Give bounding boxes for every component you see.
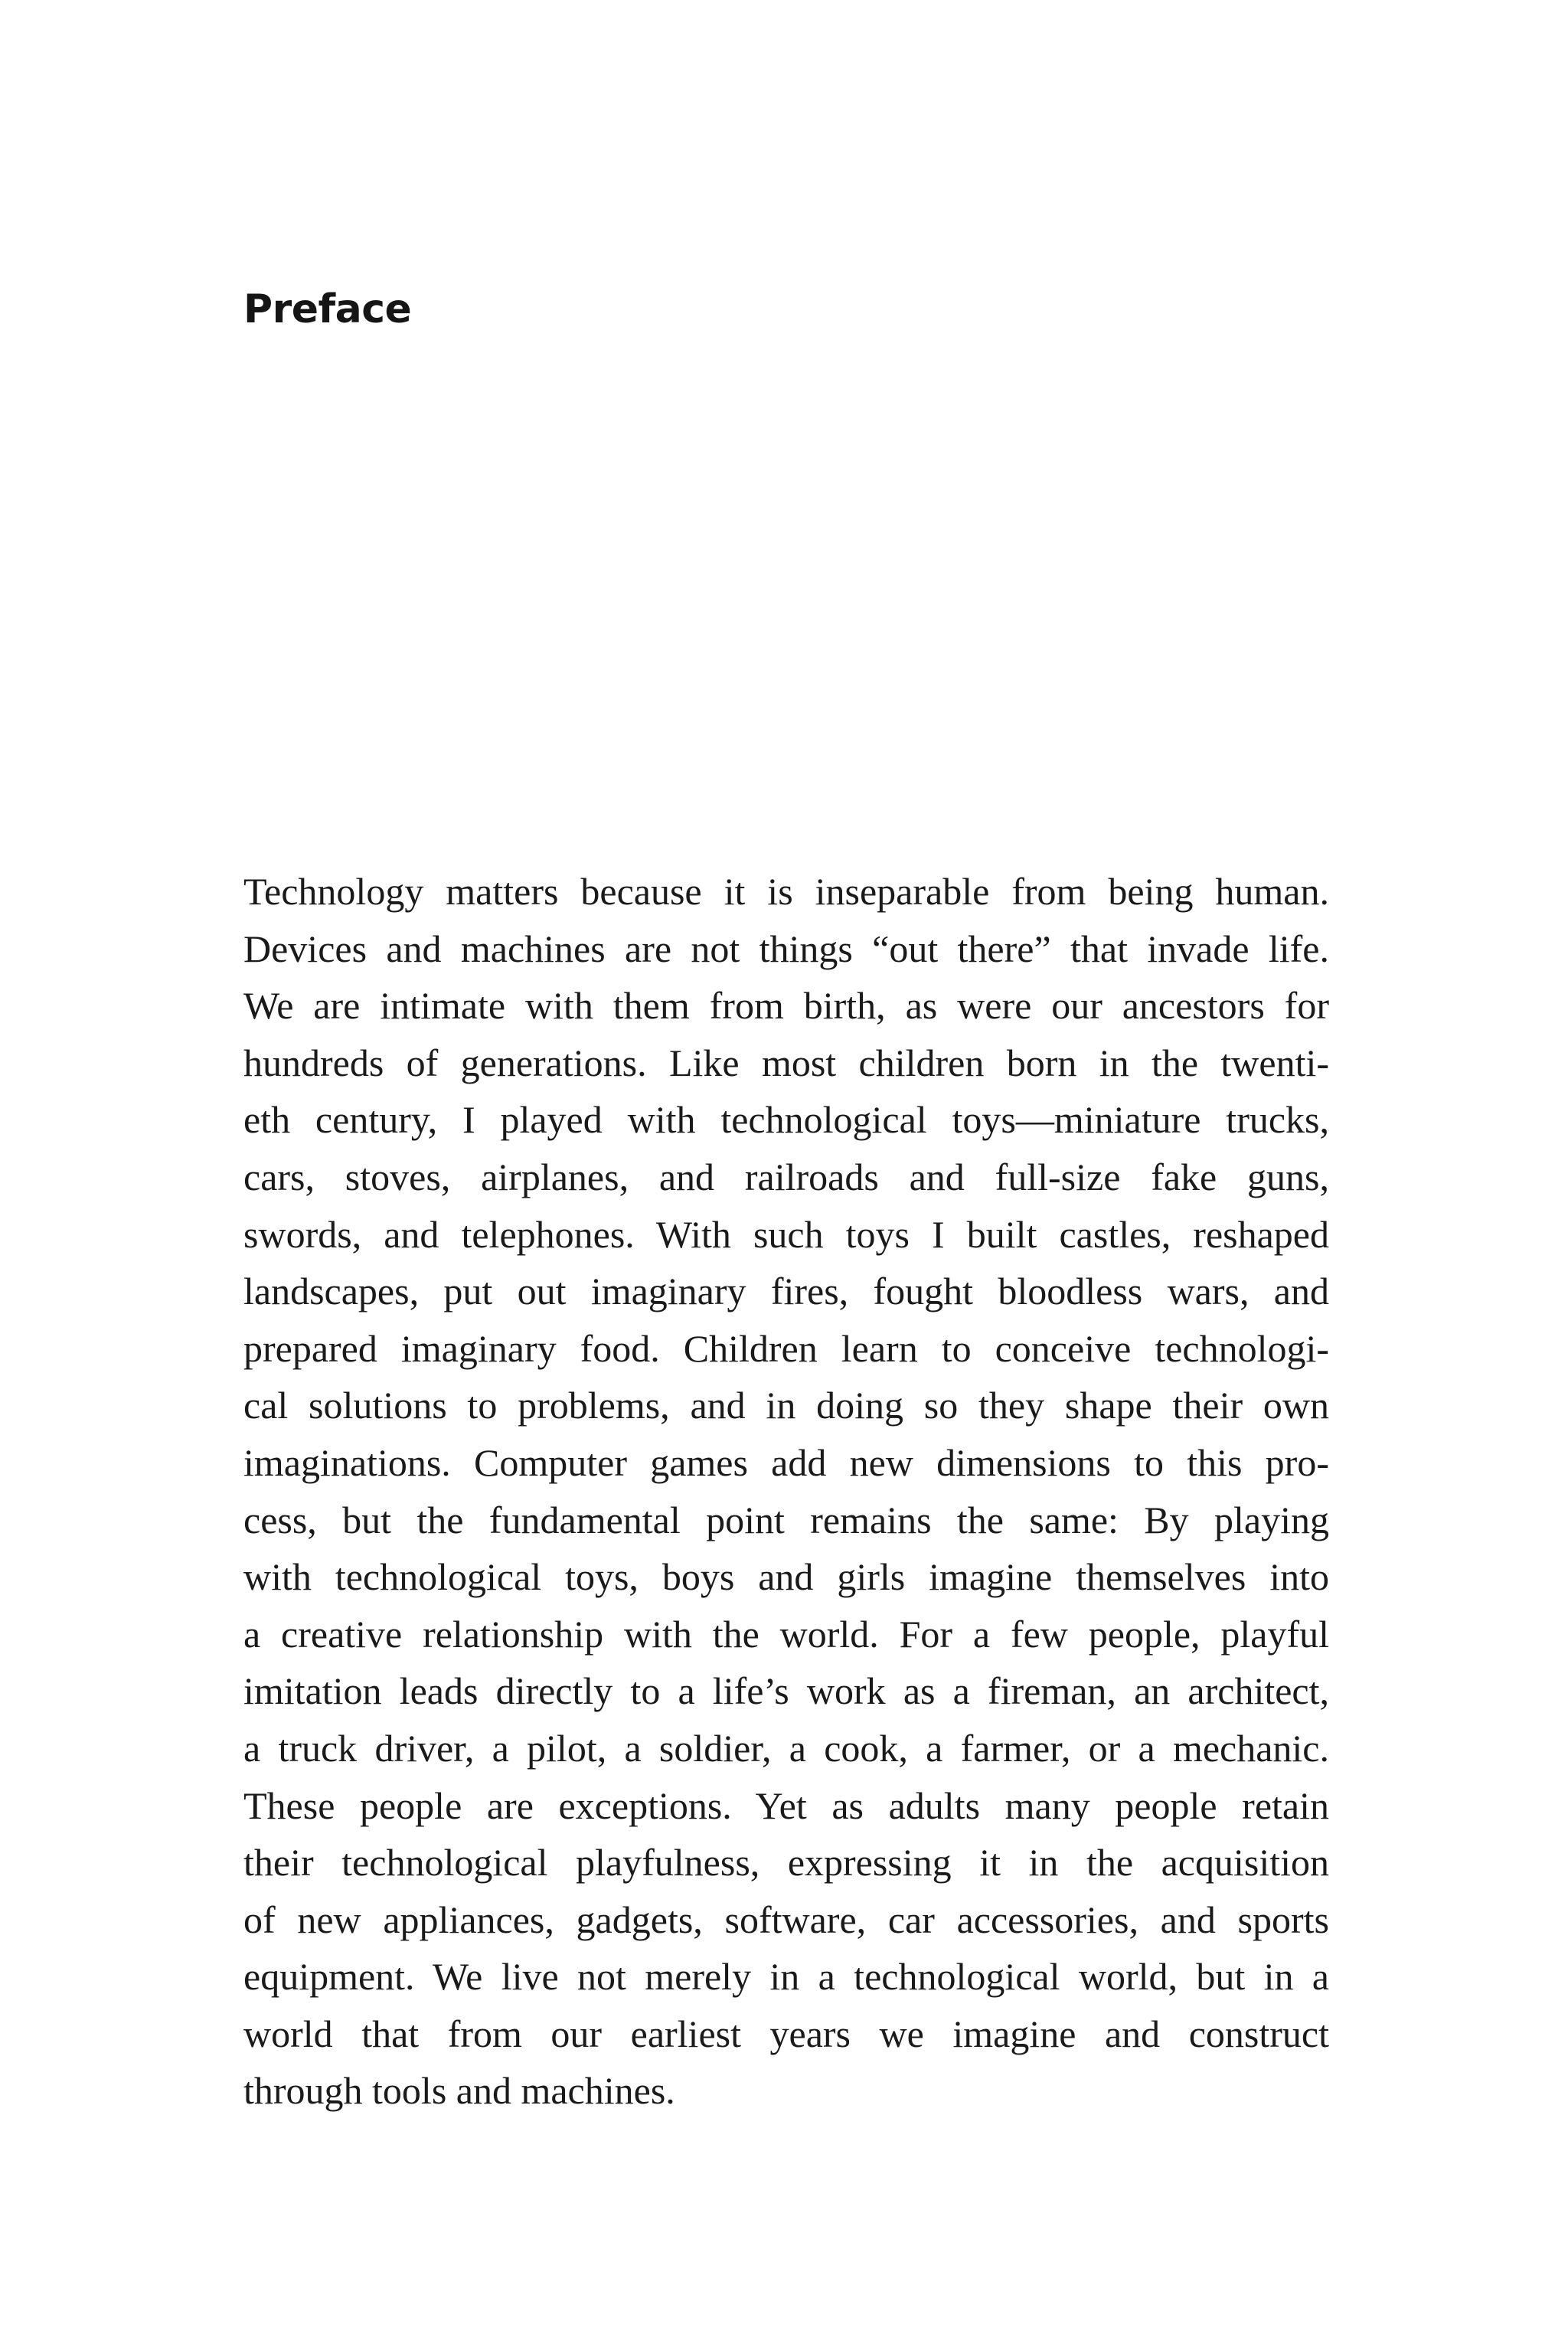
text-line: landscapes, put out imaginary fires, fought bloodless wars, and [243,1270,1329,1313]
text-line: imaginations. Computer games add new dimensions to this pro- [243,1440,1329,1484]
text-line: swords, and telephones. With such toys I built castles, reshaped [243,1212,1329,1256]
text-line: We are intimate with them from birth, as were our ancestors for [243,984,1329,1028]
text-line: Devices and machines are not things “out there” that invade life. [243,927,1329,970]
text-line: eth century, I played with technological toys—miniature trucks, [243,1098,1329,1142]
text-line: through tools and machines. [243,2069,675,2113]
text-line: a creative relationship with the world. For a few people, playful [243,1612,1329,1656]
preface-paragraph [243,863,1329,2120]
text-line: cars, stoves, airplanes, and railroads and full-size fake guns, [243,1155,1329,1198]
text-line: of new appliances, gadgets, software, car accessories, and sports [243,1898,1329,1941]
text-line: hundreds of generations. Like most children born in the twenti- [243,1041,1329,1084]
text-line: imitation leads directly to a life’s work as a fireman, an architect, [243,1669,1329,1713]
text-line: equipment. We live not merely in a technological world, but in a [243,1955,1329,1999]
text-line: prepared imaginary food. Children learn to conceive technologi- [243,1326,1329,1370]
text-line: a truck driver, a pilot, a soldier, a cook, a farmer, or a mechanic. [243,1726,1329,1770]
text-line: These people are exceptions. Yet as adults many people retain [243,1783,1329,1827]
page-title: Preface [243,286,412,332]
text-line: their technological playfulness, expressing it in the acquisition [243,1841,1329,1885]
text-line: world that from our earliest years we imagine and construct [243,2012,1329,2055]
text-line: cess, but the fundamental point remains the same: By playing [243,1498,1329,1541]
text-line: Technology matters because it is inseparable from being human. [243,870,1329,913]
text-line: with technological toys, boys and girls imagine themselves into [243,1555,1329,1599]
text-line: cal solutions to problems, and in doing so they shape their own [243,1384,1329,1427]
